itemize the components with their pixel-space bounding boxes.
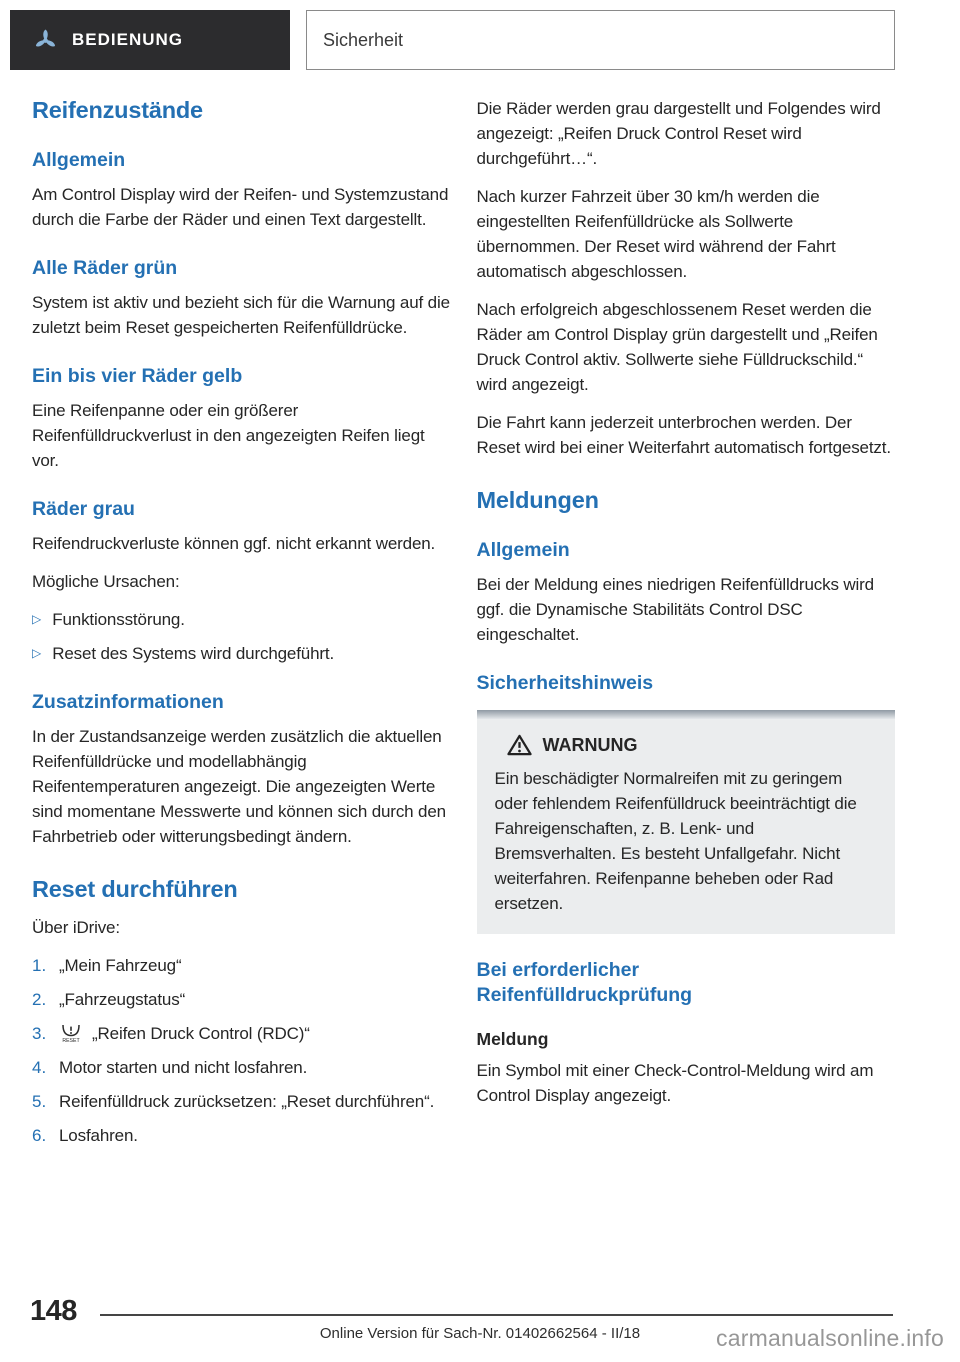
paragraph-raeder-gelb: Eine Reifenpanne oder ein größerer Reifenfülldruckverlust in den angezeigten Reifen liegt vor. xyxy=(32,401,425,470)
left-column xyxy=(32,92,451,1157)
step-number: 6. xyxy=(32,1126,47,1145)
list-item-step-5 xyxy=(32,1089,451,1114)
paragraph-fahrt-unterbrochen: Die Fahrt kann jederzeit unterbrochen werden. Der Reset wird bei einer Weiterfahrt automatisch fortgesetzt. xyxy=(476,413,891,457)
bedienung-propeller-icon xyxy=(32,27,59,54)
paragraph-raeder-grau: Reifendruckverluste können ggf. nicht erkannt werden. xyxy=(32,534,436,553)
step-text: „Reifen Druck Control (RDC)“ xyxy=(92,1024,310,1043)
warning-title-row xyxy=(495,734,878,756)
step-text: Reifenfülldruck zurücksetzen: „Reset durchführen“. xyxy=(59,1092,435,1111)
step-number: 3. xyxy=(32,1024,47,1043)
list-item-step-6 xyxy=(32,1123,451,1148)
rdc-reset-icon xyxy=(59,1023,83,1043)
paragraph-ueber-idrive: Über iDrive: xyxy=(32,918,120,937)
heading-meldung: Meldung xyxy=(476,1029,549,1049)
warning-box-body xyxy=(477,719,896,934)
bullet-item-funktionsstoerung xyxy=(32,607,451,632)
chapter-tab-label: BEDIENUNG xyxy=(72,30,184,49)
heading-allgemein-left: Allgemein xyxy=(32,149,126,171)
step-text: „Fahrzeugstatus“ xyxy=(59,990,186,1009)
paragraph-allgemein-left: Am Control Display wird der Reifen- und Systemzustand durch die Farbe der Räder und einen Text dargestellt. xyxy=(32,185,449,229)
bullet-item-reset-system xyxy=(32,641,451,666)
paragraph-moegliche-ursachen: Mögliche Ursachen: xyxy=(32,572,180,591)
step-text: Losfahren. xyxy=(59,1126,138,1145)
heading-reifenfuelldruckpruefung: Bei erforderlicher Reifenfülldruckprüfung xyxy=(476,959,693,1006)
warning-box-top-bar xyxy=(477,710,896,719)
page-header xyxy=(0,0,960,70)
chapter-tab-bedienung xyxy=(10,10,290,70)
warning-triangle-icon xyxy=(507,734,532,756)
step-number: 5. xyxy=(32,1092,47,1111)
reset-steps-list xyxy=(32,953,451,1148)
warning-title: WARNUNG xyxy=(542,734,638,755)
bullet-text: Reset des Systems wird durchgeführt. xyxy=(52,644,335,663)
list-item-step-4 xyxy=(32,1055,451,1080)
right-column xyxy=(477,92,896,1157)
step-text: Motor starten und nicht losfahren. xyxy=(59,1058,308,1077)
bullet-text: Funktionsstörung. xyxy=(52,610,185,629)
heading-reset-durchfuehren: Reset durchführen xyxy=(32,876,238,902)
footer-version-text: Online Version für Sach-Nr. 01402662564 - II/18 xyxy=(319,1325,641,1342)
footer-rule xyxy=(100,1314,893,1316)
page-content xyxy=(0,70,960,1157)
warning-box xyxy=(477,710,896,934)
heading-raeder-grau: Räder grau xyxy=(32,498,135,520)
paragraph-sollwerte: Nach kurzer Fahrzeit über 30 km/h werden die eingestellten Reifenfülldrücke als Sollwerte übernommen. Der Reset wird während der Fahrt automatisch abgeschlossen. xyxy=(476,187,836,281)
heading-reifenzustaende: Reifenzustände xyxy=(32,97,203,123)
paragraph-zusatzinformationen: In der Zustandsanzeige werden zusätzlich die aktuellen Reifenfülldrücke und modellabhängig Reifentemperaturen angezeigt. Die angezeigten Werte sind momentane Messwerte und können sich durch den Fahrbetrieb oder witterungsbedingt ändern. xyxy=(32,727,446,846)
list-item-step-1 xyxy=(32,953,451,978)
section-header-box xyxy=(306,10,895,70)
rdc-icon-label: RESET xyxy=(62,1038,80,1043)
triangle-bullet-icon: ▷ xyxy=(32,646,42,660)
warning-text: Ein beschädigter Normalreifen mit zu geringem oder fehlendem Reifenfülldruck beeinträchtigt die Fahreigenschaften, z. B. Lenk- und Bremsverhalten. Es besteht Unfallgefahr. Nicht weiterfahren. Reifenpanne beheben oder Rad ersetzen. xyxy=(494,769,857,913)
page-footer xyxy=(0,1282,960,1362)
section-title: Sicherheit xyxy=(323,29,404,50)
heading-sicherheitshinweis: Sicherheitshinweis xyxy=(476,672,654,694)
page-number: 148 xyxy=(30,1295,77,1327)
paragraph-raeder-grau-anzeige: Die Räder werden grau dargestellt und Folgendes wird angezeigt: „Reifen Druck Control Reset wird durchgeführt…“. xyxy=(476,99,881,168)
heading-raeder-gelb: Ein bis vier Räder gelb xyxy=(32,365,243,387)
step-number: 1. xyxy=(32,956,47,975)
triangle-bullet-icon: ▷ xyxy=(32,612,42,626)
heading-zusatzinformationen: Zusatzinformationen xyxy=(32,691,224,713)
heading-allgemein-right: Allgemein xyxy=(476,539,570,561)
list-item-step-2 xyxy=(32,987,451,1012)
heading-meldungen: Meldungen xyxy=(476,487,599,513)
heading-alle-raeder-gruen: Alle Räder grün xyxy=(32,257,178,279)
paragraph-allgemein-right: Bei der Meldung eines niedrigen Reifenfülldrucks wird ggf. die Dynamische Stabilitäts Control DSC eingeschaltet. xyxy=(476,575,874,644)
step-number: 4. xyxy=(32,1058,47,1077)
watermark-text: carmanualsonline.info xyxy=(716,1325,944,1351)
step-text: „Mein Fahrzeug“ xyxy=(59,956,182,975)
step-number: 2. xyxy=(32,990,47,1009)
list-item-step-3 xyxy=(32,1021,451,1046)
paragraph-raeder-gruen: System ist aktiv und bezieht sich für die Warnung auf die zuletzt beim Reset gespeicherten Reifenfülldrücke. xyxy=(32,293,450,337)
paragraph-meldung: Ein Symbol mit einer Check-Control-Meldung wird am Control Display angezeigt. xyxy=(476,1061,874,1105)
paragraph-reset-abgeschlossen: Nach erfolgreich abgeschlossenem Reset werden die Räder am Control Display grün dargestellt und „Reifen Druck Control aktiv. Sollwerte siehe Fülldruckschild.“ wird angezeigt. xyxy=(476,300,878,394)
